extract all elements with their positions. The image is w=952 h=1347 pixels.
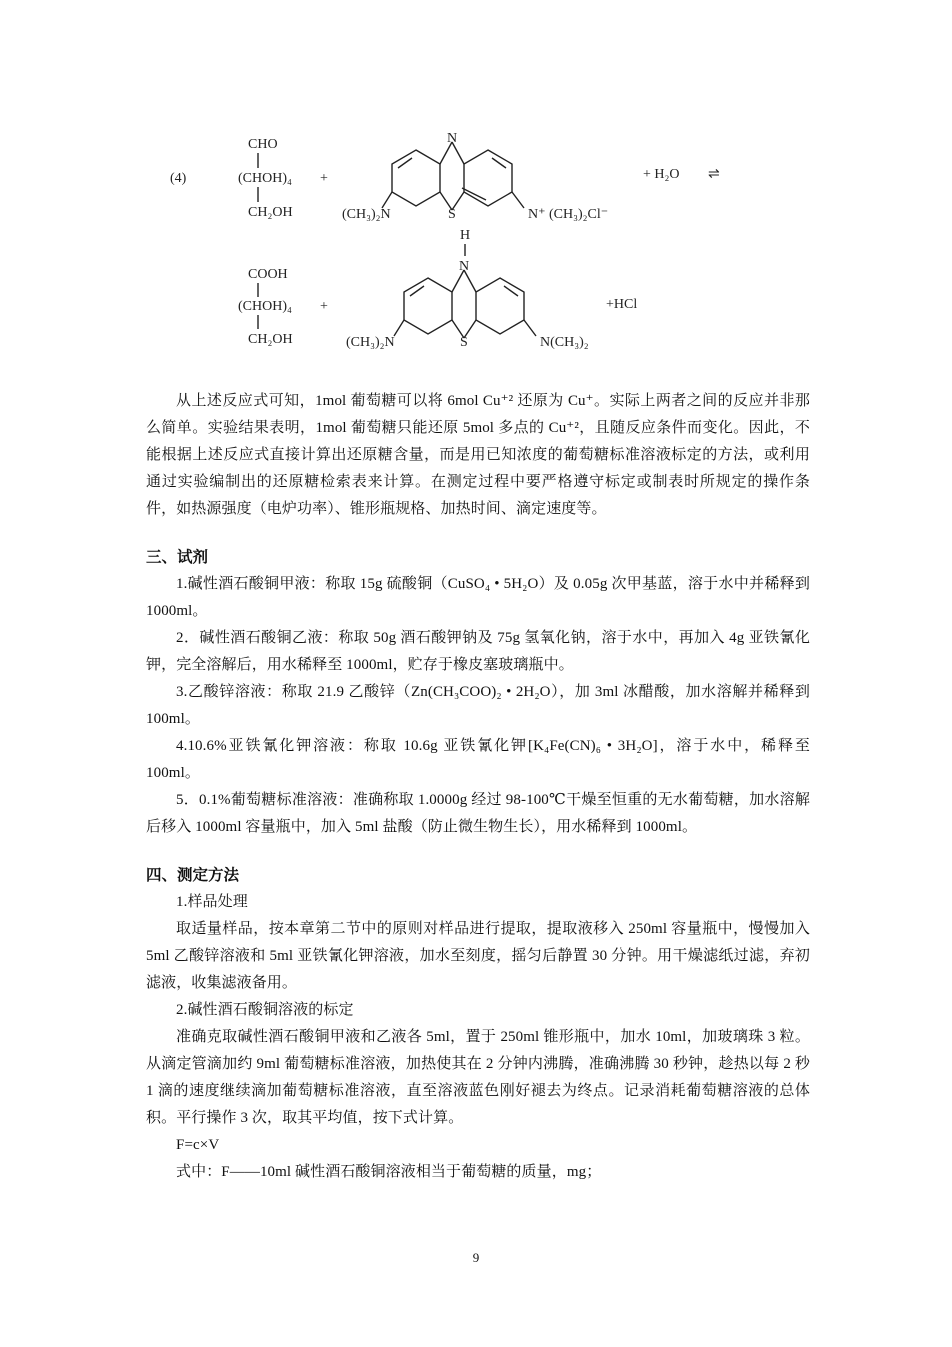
section-heading-reagents: 三、试剂 bbox=[146, 548, 209, 566]
reaction-label: (4) bbox=[170, 171, 187, 186]
acid-bottom: CH₂OH bbox=[248, 332, 293, 347]
reagent-item-1: 1.碱性酒石酸铜甲液：称取 15g 硫酸铜（CuSO₄ • 5H₂O）及 0.05g 次甲基蓝，溶于水中并稀释到 1000ml。 bbox=[146, 576, 810, 619]
reagent-item-5: 5．0.1%葡萄糖标准溶液：准确称取 1.0000g 经过 98-100℃干燥至恒重的无水葡萄糖，加水溶解后移入 1000ml 容量瓶中，加入 5ml 盐酸（防止微生物生长），用水稀释到 1000ml。 bbox=[146, 792, 810, 835]
reaction-figure bbox=[150, 120, 800, 370]
method-subheading-2: 2.碱性酒石酸铜溶液的标定 bbox=[176, 1002, 354, 1018]
ring-sulfur-2: S bbox=[460, 335, 468, 350]
reagent-item-2: 2．碱性酒石酸铜乙液：称取 50g 酒石酸钾钠及 75g 氢氧化钠，溶于水中，再加入 4g 亚铁氰化钾，完全溶解后，用水稀释至 1000ml，贮存于橡皮塞玻璃瓶中。 bbox=[146, 630, 810, 673]
ring-h: H bbox=[460, 228, 471, 243]
method-paragraph-2: 准确克取碱性酒石酸铜甲液和乙液各 5ml，置于 250ml 锥形瓶中，加水 10ml，加玻璃珠 3 粒。从滴定管滴加约 9ml 葡萄糖标准溶液，加热使其在 2 分钟内沸腾，准确沸腾 30 秒钟，趁热以每 2 秒 1 滴的速度继续滴加葡萄糖标准溶液，直至溶液蓝色刚好褪去为终点。记录消耗葡萄糖溶液的总体积。平行操作 3 次，取其平均值，按下式计算。 bbox=[146, 1029, 810, 1126]
page-number: 9 bbox=[472, 1250, 480, 1265]
method-paragraph-1: 取适量样品，按本章第二节中的原则对样品进行提取，提取液移入 250ml 容量瓶中，慢慢加入 5ml 乙酸锌溶液和 5ml 亚铁氰化钾溶液，加水至刻度，摇匀后静置 30 分钟。用干燥滤纸过滤，弃初滤液，收集滤液备用。 bbox=[146, 921, 810, 991]
ring-sulfur: S bbox=[448, 207, 456, 222]
glucose-bottom: CH₂OH bbox=[248, 205, 293, 220]
plus-sign-2: + bbox=[320, 299, 328, 314]
section-heading-method: 四、测定方法 bbox=[146, 866, 240, 884]
glucose-middle: (CHOH)₄ bbox=[238, 171, 292, 186]
ring-nitrogen: N bbox=[447, 131, 458, 146]
hcl-term: +HCl bbox=[606, 297, 638, 312]
water-term: + H₂O bbox=[643, 167, 680, 182]
plus-sign-1: + bbox=[320, 171, 328, 186]
right-group-bottom: N(CH₃)₂ bbox=[540, 335, 589, 350]
left-amine-top: (CH₃)₂N bbox=[342, 207, 391, 222]
reaction-diagram bbox=[150, 120, 800, 370]
formula: F=c×V bbox=[176, 1137, 220, 1153]
method-subheading-1: 1.样品处理 bbox=[176, 894, 248, 910]
leucomethylene-blue-structure bbox=[394, 270, 536, 338]
acid-top: COOH bbox=[248, 267, 288, 282]
main-text bbox=[146, 388, 810, 1186]
intro-paragraph: 从上述反应式可知，1mol 葡萄糖可以将 6mol Cu⁺² 还原为 Cu⁺。实际上两者之间的反应并非那么简单。实验结果表明，1mol 葡萄糖只能还原 5mol 多点的 Cu⁺²，且随反应条件而变化。因此，不能根据上述反应式直接计算出还原糖含量，而是用已知浓度的葡萄糖标准溶液标定的方法，或利用通过实验编制出的还原糖检索表来计算。在测定过程中要严格遵守标定或制表时所规定的操作条件，如热源强度（电炉功率）、锥形瓶规格、加热时间、滴定速度等。 bbox=[146, 393, 810, 517]
acid-middle: (CHOH)₄ bbox=[238, 299, 292, 314]
right-group-top: N⁺ (CH₃)₂Cl⁻ bbox=[528, 207, 609, 222]
methylene-blue-structure bbox=[382, 142, 524, 210]
glucose-top: CHO bbox=[248, 137, 278, 152]
equilibrium-arrow: ⇌ bbox=[708, 167, 720, 182]
ring-nitrogen-2: N bbox=[459, 259, 470, 274]
left-amine-bottom: (CH₃)₂N bbox=[346, 335, 395, 350]
reagent-item-4: 4.10.6%亚铁氰化钾溶液：称取 10.6g 亚铁氰化钾[K₄Fe(CN)₆ • 3H₂O]，溶于水中，稀释至 100ml。 bbox=[146, 738, 810, 781]
formula-explanation: 式中：F——10ml 碱性酒石酸铜溶液相当于葡萄糖的质量，mg； bbox=[176, 1164, 602, 1180]
reagent-item-3: 3.乙酸锌溶液：称取 21.9 乙酸锌（Zn(CH₃COO)₂ • 2H₂O），加 3ml 冰醋酸，加水溶解并稀释到 100ml。 bbox=[146, 684, 810, 727]
